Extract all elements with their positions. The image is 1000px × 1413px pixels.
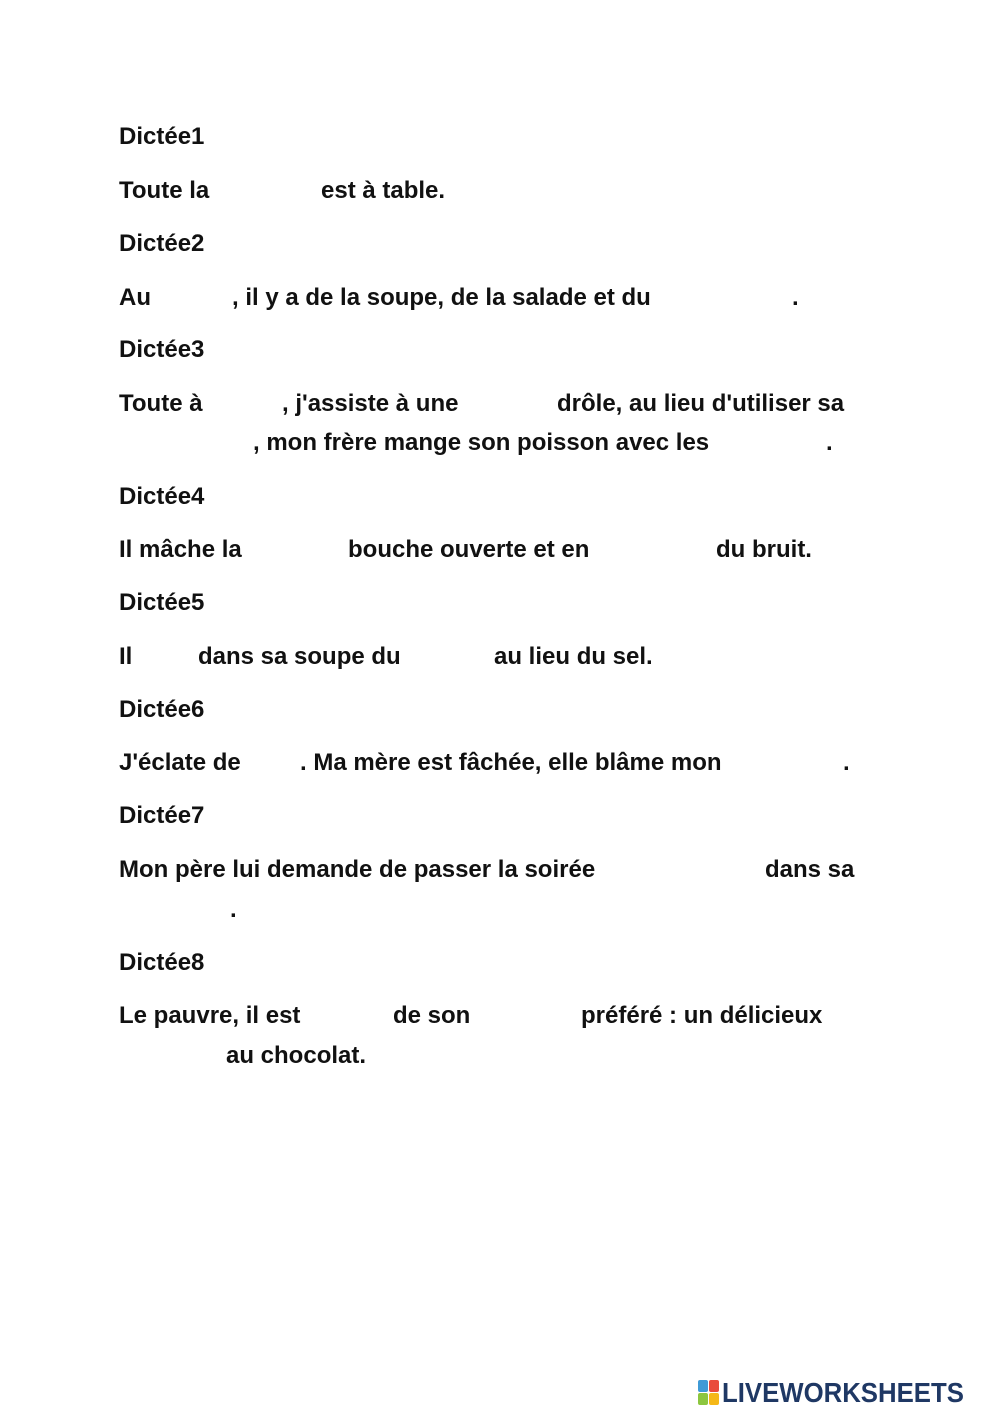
answer-blank[interactable] (224, 178, 318, 204)
answer-blank[interactable] (119, 1043, 223, 1069)
answer-blank[interactable] (778, 750, 840, 776)
dictee-heading: Dictée1 (119, 123, 205, 150)
dictee-heading: Dictée5 (119, 589, 205, 616)
answer-blank[interactable] (252, 750, 298, 776)
answer-blank[interactable] (218, 391, 282, 417)
text-segment: de son (393, 1002, 471, 1029)
answer-blank[interactable] (320, 1003, 390, 1029)
text-segment: . Ma mère est fâchée, elle blâme mon (300, 749, 722, 776)
text-segment: , il y a de la soupe, de la salade et du (232, 284, 651, 311)
answer-blank[interactable] (748, 430, 824, 456)
answer-blank[interactable] (256, 537, 344, 563)
text-segment: bouche ouverte et en (348, 536, 590, 563)
text-segment: au chocolat. (226, 1042, 367, 1069)
text-segment: au lieu du sel. (494, 643, 653, 670)
text-segment: Mon père lui demande de passer la soirée (119, 856, 596, 883)
text-segment: . (230, 896, 237, 923)
text-segment: dans sa (765, 856, 855, 883)
dictee-heading: Dictée3 (119, 336, 205, 363)
answer-blank[interactable] (478, 1003, 578, 1029)
answer-blank[interactable] (694, 285, 792, 311)
liveworksheets-brand (698, 1376, 985, 1410)
dictee-heading: Dictée4 (119, 483, 205, 510)
answer-blank[interactable] (119, 897, 227, 923)
text-segment: préféré : un délicieux (581, 1002, 823, 1029)
text-segment: Le pauvre, il est (119, 1002, 301, 1029)
text-segment: . (826, 429, 833, 456)
answer-blank[interactable] (138, 644, 196, 670)
text-segment: du bruit. (716, 536, 812, 563)
answer-blank[interactable] (158, 285, 232, 311)
text-segment: est à table. (321, 177, 446, 204)
liveworksheets-logo-icon (698, 1380, 720, 1406)
answer-blank[interactable] (476, 391, 554, 417)
text-segment: dans sa soupe du (198, 643, 401, 670)
answer-blank[interactable] (648, 857, 760, 883)
brand-name: LIVEWORKSHEETS (722, 1377, 964, 1408)
text-segment: J'éclate de (119, 749, 241, 776)
text-segment: , j'assiste à une (282, 390, 459, 417)
text-segment: Il (119, 643, 133, 670)
text-segment: Il mâche la (119, 536, 242, 563)
text-segment: , mon frère mange son poisson avec les (253, 429, 710, 456)
dictee-heading: Dictée6 (119, 696, 205, 723)
text-segment: Au (119, 284, 151, 311)
answer-blank[interactable] (416, 644, 490, 670)
dictee-heading: Dictée8 (119, 949, 205, 976)
dictee-heading: Dictée7 (119, 802, 205, 829)
text-segment: . (843, 749, 850, 776)
text-segment: Toute la (119, 177, 210, 204)
answer-blank[interactable] (620, 537, 712, 563)
text-segment: . (792, 284, 799, 311)
dictee-heading: Dictée2 (119, 230, 205, 257)
answer-blank[interactable] (119, 430, 249, 456)
text-segment: drôle, au lieu d'utiliser sa (557, 390, 845, 417)
text-segment: Toute à (119, 390, 203, 417)
